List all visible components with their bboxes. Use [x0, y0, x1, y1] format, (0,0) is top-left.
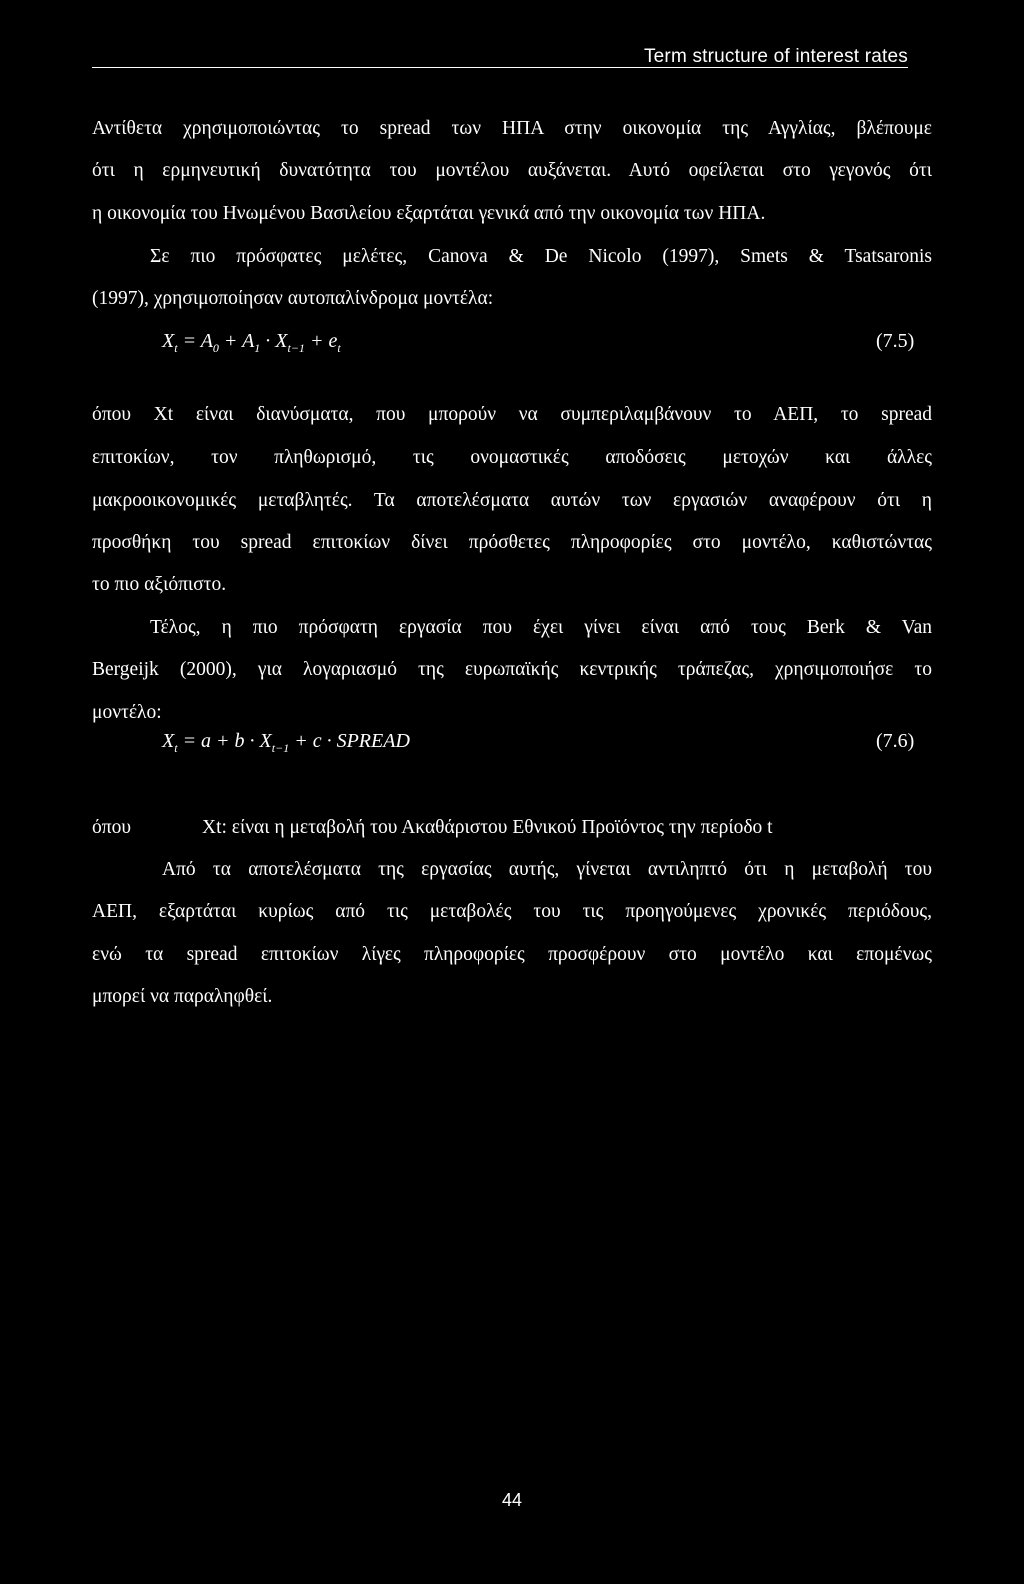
paragraph-4-line-2: Bergeijk (2000), για λογαριασμό της ευρωπαϊκής κεντρικής τράπεζας, χρησιμοποιήσε το — [92, 659, 932, 680]
running-header: Term structure of interest rates — [643, 46, 908, 67]
page-number: 44 — [501, 1490, 523, 1510]
paragraph-5-line-1: Από τα αποτελέσματα της εργασίας αυτής, γίνεται αντιληπτό ότι η μεταβολή του — [162, 859, 932, 880]
definition-term: όπου — [92, 817, 131, 838]
paragraph-3-line-1: όπου Xt είναι διανύσματα, που μπορούν να συμπεριλαμβάνουν το ΑΕΠ, το spread — [92, 404, 932, 425]
header-rule — [92, 67, 908, 68]
equation-7-5: $X_t = A_0 + A_1 \cdot X_{t-1} + e_t$ — [162, 330, 341, 355]
paragraph-4-line-1: Τέλος, η πιο πρόσφατη εργασία που έχει γίνει είναι από τους Berk & Van — [150, 617, 932, 638]
paragraph-5-line-2: ΑΕΠ, εξαρτάται κυρίως από τις μεταβολές του τις προηγούμενες χρονικές περιόδους, — [92, 901, 932, 922]
paragraph-3-line-4: προσθήκη του spread επιτοκίων δίνει πρόσθετες πληροφορίες στο μοντέλο, καθιστώντας — [92, 532, 932, 553]
paragraph-1-line-2: ότι η ερμηνευτική δυνατότητα του μοντέλου αυξάνεται. Αυτό οφείλεται στο γεγονός ότι — [92, 160, 932, 181]
paragraph-5-line-4: μπορεί να παραληφθεί. — [92, 986, 273, 1007]
paragraph-3-line-2: επιτοκίων, τον πληθωρισμό, τις ονομαστικές αποδόσεις μετοχών και άλλες — [92, 447, 932, 468]
equation-7-6-number: (7.6) — [876, 730, 915, 752]
paragraph-5-line-3: ενώ τα spread επιτοκίων λίγες πληροφορίες προσφέρουν στο μοντέλο και επομένως — [92, 944, 932, 965]
paragraph-3-line-3: μακροοικονομικές μεταβλητές. Τα αποτελέσματα αυτών των εργασιών αναφέρουν ότι η — [92, 490, 932, 511]
definition-text: Xt: είναι η μεταβολή του Ακαθάριστου Εθνικού Προϊόντος την περίοδο t — [202, 817, 773, 838]
equation-7-5-number: (7.5) — [876, 330, 915, 352]
paragraph-3-line-5: το πιο αξιόπιστο. — [92, 574, 227, 595]
equation-7-6: $X_t = a + b \cdot X_{t-1} + c$ · SPREAD — [162, 730, 410, 755]
paragraph-4-line-3: μοντέλο: — [92, 702, 162, 723]
paragraph-2-line-2: (1997), χρησιμοποίησαν αυτοπαλίνδρομα μοντέλα: — [92, 288, 494, 309]
paragraph-1-line-3: η οικονομία του Ηνωμένου Βασιλείου εξαρτάται γενικά από την οικονομία των ΗΠΑ. — [92, 203, 766, 224]
paragraph-1-line-1: Αντίθετα χρησιμοποιώντας το spread των ΗΠΑ στην οικονομία της Αγγλίας, βλέπουμε — [92, 118, 932, 139]
paragraph-2-line-1: Σε πιο πρόσφατες μελέτες, Canova & De Nicolo (1997), Smets & Tsatsaronis — [150, 246, 932, 267]
